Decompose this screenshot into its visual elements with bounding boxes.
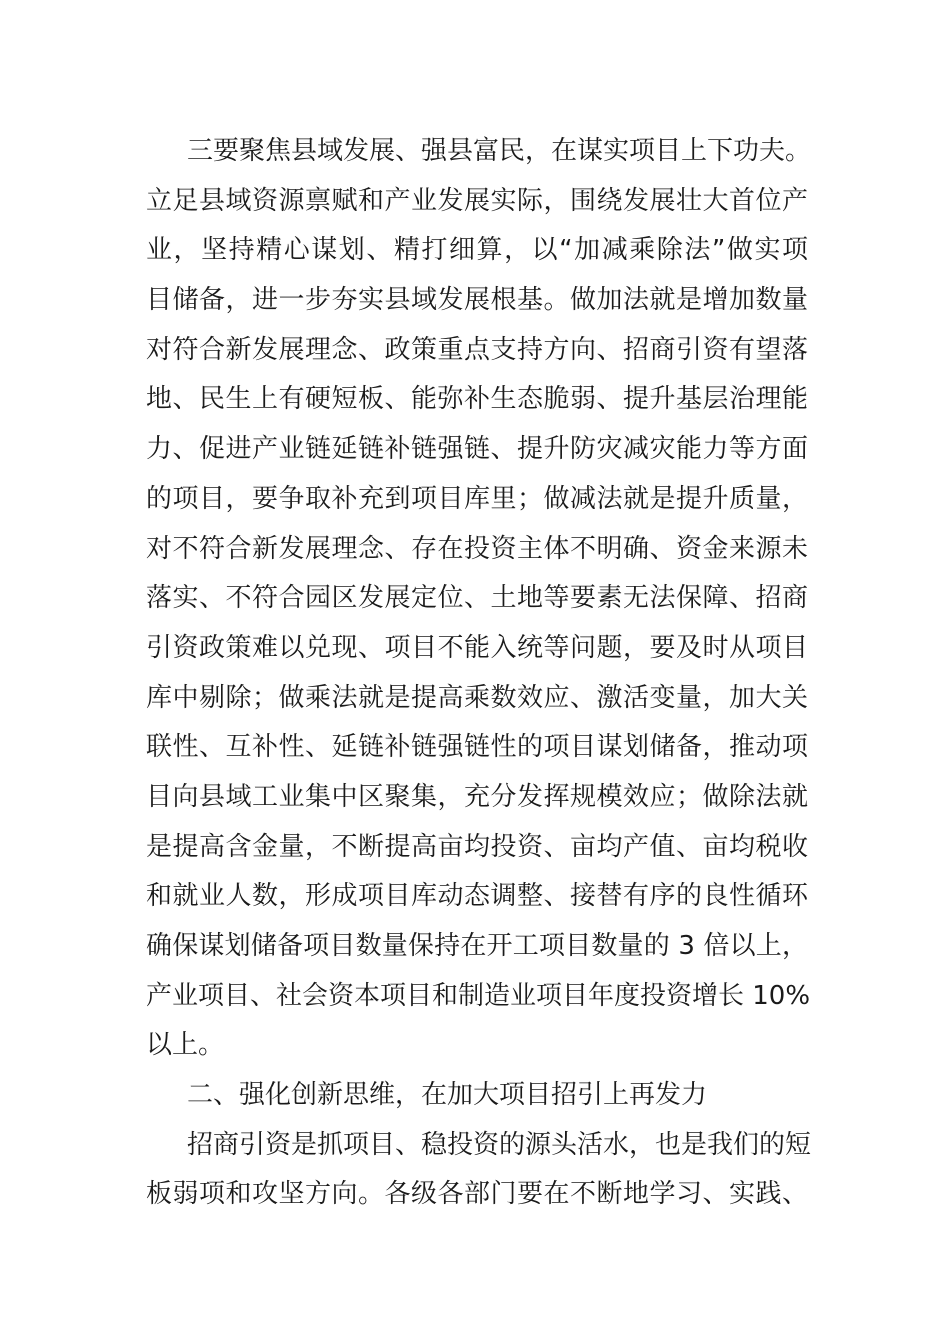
paragraph-line: 引资政策难以兑现、项目不能入统等问题，要及时从项目 (146, 632, 808, 663)
paragraph-line: 三要聚焦县域发展、强县富民，在谋实项目上下功夫。 (187, 136, 812, 166)
paragraph-line: 招商引资是抓项目、稳投资的源头活水，也是我们的短 (187, 1129, 812, 1160)
paragraph-line: 力、促进产业链延链补链强链、提升防灾减灾能力等方面 (146, 434, 808, 465)
paragraph-line: 地、民生上有硬短板、能弥补生态脆弱、提升基层治理能 (146, 384, 808, 415)
paragraph-line: 目向县域工业集中区聚集，充分发挥规模效应；做除法就 (146, 781, 808, 812)
paragraph-line: 落实、不符合园区发展定位、土地等要素无法保障、招商 (146, 583, 808, 614)
paragraph-line: 业，坚持精心谋划、精打细算，以“加减乘除法”做实项 (146, 235, 808, 266)
paragraph-line: 立足县域资源禀赋和产业发展实际，围绕发展壮大首位产 (146, 185, 808, 216)
paragraph-line: 的项目，要争取补充到项目库里；做减法就是提升质量， (146, 483, 808, 514)
paragraph-line: 产业项目、社会资本项目和制造业项目年度投资增长 10% (146, 980, 811, 1011)
paragraph-line: 和就业人数，形成项目库动态调整、接替有序的良性循环 (146, 881, 808, 912)
body-text (146, 127, 812, 1220)
paragraph-line: 确保谋划储备项目数量保持在开工项目数量的 3 倍以上， (146, 931, 808, 961)
paragraph-line: 联性、互补性、延链补链强链性的项目谋划储备，推动项 (146, 732, 808, 763)
paragraph-line: 库中剔除；做乘法就是提高乘数效应、激活变量，加大关 (146, 682, 808, 713)
paragraph-line: 对符合新发展理念、政策重点支持方向、招商引资有望落 (146, 334, 808, 365)
section-heading: 二、强化创新思维，在加大项目招引上再发力 (187, 1080, 708, 1111)
paragraph-line: 板弱项和攻坚方向。各级各部门要在不断地学习、实践、 (146, 1179, 808, 1210)
paragraph-line: 是提高含金量，不断提高亩均投资、亩均产值、亩均税收 (146, 831, 808, 862)
paragraph-line: 对不符合新发展理念、存在投资主体不明确、资金来源未 (146, 533, 808, 564)
paragraph-line: 以上。 (146, 1030, 225, 1061)
paragraph-line: 目储备，进一步夯实县域发展根基。做加法就是增加数量 (146, 285, 808, 316)
